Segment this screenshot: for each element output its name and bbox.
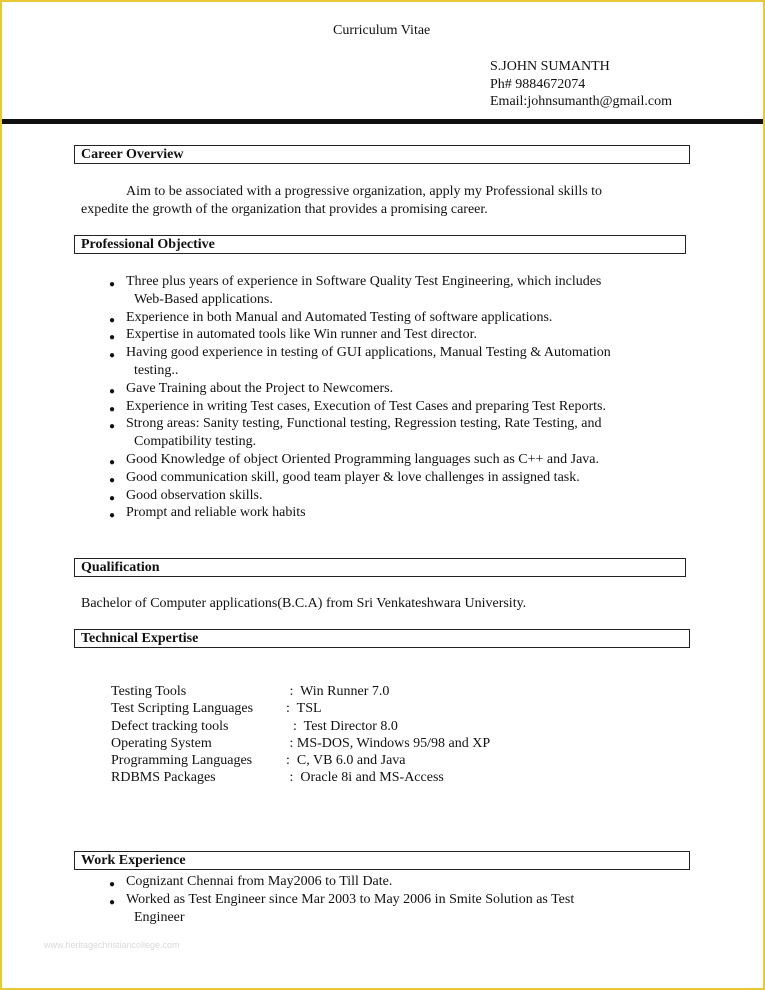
tech-label: Test Scripting Languages — [111, 701, 254, 717]
list-item-text: Engineer — [134, 909, 185, 925]
list-item-text: testing.. — [134, 362, 179, 378]
list-item-text: Good communication skill, good team player & love challenges in assigned task. — [126, 469, 580, 485]
list-item — [106, 451, 686, 469]
bullet-icon: ● — [109, 879, 116, 890]
list-item-text: Gave Training about the Project to Newcomers. — [126, 380, 394, 396]
list-item-text: Good observation skills. — [126, 487, 263, 503]
list-item — [106, 487, 686, 505]
career-overview-line2: expedite the growth of the organization that provides a promising career. — [81, 202, 488, 217]
list-item-text: Prompt and reliable work habits — [126, 505, 306, 521]
list-item-text: Worked as Test Engineer since Mar 2003 to May 2006 in Smite Solution as Test — [126, 891, 575, 907]
bullet-icon: ● — [109, 279, 116, 290]
email-address: Email:johnsumanth@gmail.com — [490, 94, 673, 109]
list-item-text: Compatibility testing. — [134, 434, 257, 450]
list-item-text: Cognizant Chennai from May2006 to Till Date. — [126, 874, 393, 889]
table-row — [111, 718, 490, 735]
bullet-icon: ● — [109, 421, 116, 433]
list-item — [106, 504, 686, 522]
tech-value: : TSL — [286, 701, 322, 717]
bullet-icon: ● — [109, 314, 116, 326]
list-item-text: Having good experience in testing of GUI applications, Manual Testing & Automation — [126, 345, 611, 361]
section-heading-professional-objective: Professional Objective — [74, 235, 686, 254]
table-row — [111, 700, 490, 717]
candidate-name: S.JOHN SUMANTH — [490, 59, 610, 74]
tech-value: : MS-DOS, Windows 95/98 and XP — [286, 735, 491, 751]
tech-label: Programming Languages — [111, 753, 253, 769]
tech-label: Operating System — [111, 735, 212, 751]
list-item — [106, 326, 686, 344]
watermark-text: www.heritagechristiancollege.com — [44, 940, 180, 950]
header-divider — [2, 119, 763, 124]
technical-expertise-table — [111, 683, 490, 787]
list-item-text: Three plus years of experience in Software Quality Test Engineering, which includes — [126, 274, 602, 289]
contact-block — [490, 58, 672, 111]
list-item-text: Strong areas: Sanity testing, Functional testing, Regression testing, Rate Testing, and — [126, 416, 602, 432]
list-item — [106, 891, 686, 927]
section-heading-career-overview: Career Overview — [74, 145, 690, 164]
bullet-icon: ● — [109, 332, 116, 344]
list-item — [106, 398, 686, 416]
bullet-icon: ● — [109, 492, 116, 504]
work-experience-list — [106, 873, 686, 926]
objective-list — [106, 273, 686, 522]
list-item — [106, 873, 686, 891]
list-item — [106, 469, 686, 487]
tech-value: : Win Runner 7.0 — [286, 684, 390, 699]
tech-value: : Oracle 8i and MS-Access — [286, 770, 444, 786]
career-overview-line1: Aim to be associated with a progressive organization, apply my Professional skills to — [126, 184, 603, 199]
tech-label: Defect tracking tools — [111, 718, 229, 734]
section-heading-qualification: Qualification — [74, 558, 686, 577]
list-item-text: Web-Based applications. — [134, 291, 273, 307]
list-item-text: Experience in both Manual and Automated Testing of software applications. — [126, 309, 553, 325]
table-row — [111, 769, 490, 786]
tech-value: : Test Director 8.0 — [286, 718, 398, 734]
list-item — [106, 344, 686, 380]
bullet-icon: ● — [109, 510, 116, 522]
bullet-icon: ● — [109, 385, 116, 397]
table-row — [111, 683, 490, 700]
tech-label: RDBMS Packages — [111, 770, 216, 786]
bullet-icon: ● — [109, 896, 116, 908]
list-item-text: Expertise in automated tools like Win runner and Test director. — [126, 327, 477, 343]
bullet-icon: ● — [109, 456, 116, 468]
phone-number: Ph# 9884672074 — [490, 76, 586, 92]
list-item — [106, 309, 686, 327]
tech-label: Testing Tools — [111, 684, 187, 699]
list-item — [106, 380, 686, 398]
table-row — [111, 735, 490, 752]
bullet-icon: ● — [109, 350, 116, 362]
list-item — [106, 273, 686, 309]
section-heading-technical-expertise: Technical Expertise — [74, 629, 690, 648]
section-heading-work-experience: Work Experience — [74, 851, 690, 870]
tech-value: : C, VB 6.0 and Java — [286, 753, 406, 769]
bullet-icon: ● — [109, 474, 116, 486]
qualification-text: Bachelor of Computer applications(B.C.A) from Sri Venkateshwara University. — [81, 596, 527, 611]
list-item — [106, 415, 686, 451]
list-item-text: Experience in writing Test cases, Execution of Test Cases and preparing Test Reports. — [126, 398, 606, 414]
document-title: Curriculum Vitae — [333, 23, 431, 38]
table-row — [111, 752, 490, 769]
bullet-icon: ● — [109, 403, 116, 415]
list-item-text: Good Knowledge of object Oriented Programming languages such as C++ and Java. — [126, 451, 600, 467]
